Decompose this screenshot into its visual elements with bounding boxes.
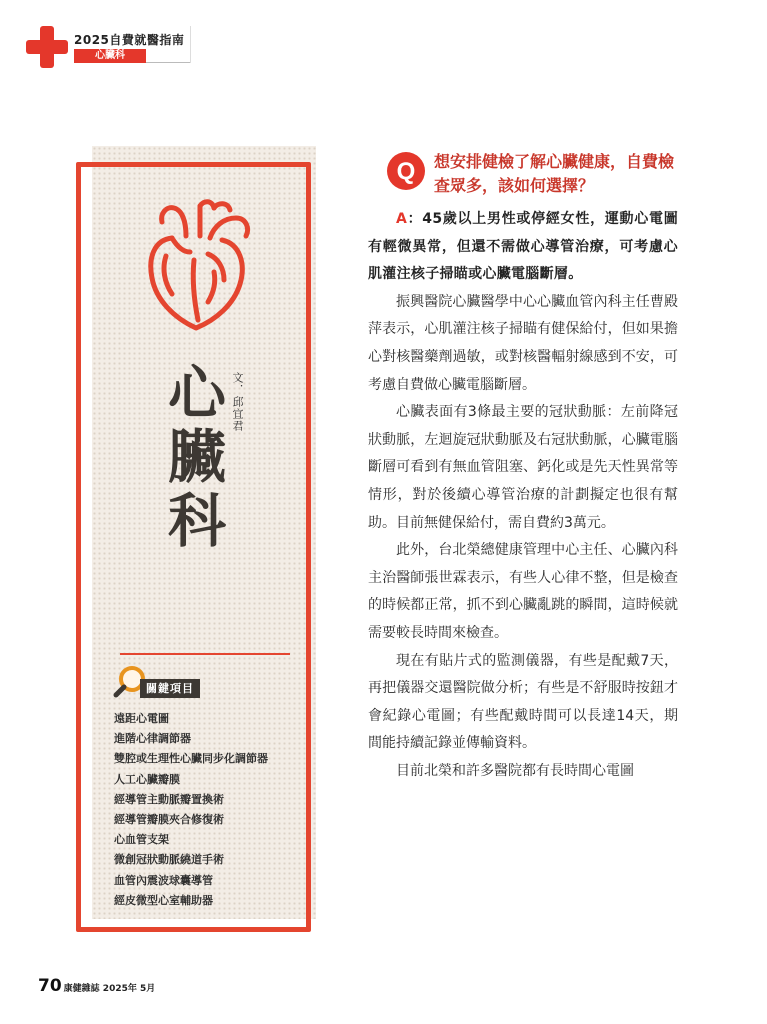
keyword-list: [114, 709, 268, 911]
page-number: 70: [38, 976, 62, 996]
article-paragraph: 目前北榮和許多醫院都有長時間心電圖: [396, 762, 634, 779]
keyword-item: 雙腔或生理性心臟同步化調節器: [114, 752, 268, 766]
keyword-item: 經導管主動脈瓣置換術: [114, 792, 224, 806]
article-paragraph: 現在有貼片式的監測儀器，有些是配戴7天，再把儀器交還醫院做分析；有些是不舒服時按鈕才會紀錄心電圖；有些配戴時間可以長達14天，期間能持續記錄並傳輸資料。: [368, 652, 678, 752]
article-paragraph: 心臟表面有3條最主要的冠狀動脈：左前降冠狀動脈，左迴旋冠狀動脈及右冠狀動脈，心臟電腦斷層可看到有無血管阻塞、鈣化或是先天性異常等情形，對於後續心導管治療的計劃擬定也很有幫助。目前無健保給付，需自費約3萬元。: [368, 404, 678, 531]
medical-cross-icon: [26, 26, 68, 68]
keyword-item: 血管內震波球囊導管: [114, 873, 213, 887]
page-footer: [38, 976, 155, 996]
byline: 文．邱宜君: [231, 372, 244, 432]
keyword-item: 遠距心電圖: [114, 712, 169, 725]
keywords-label: 關鍵項目: [140, 679, 200, 698]
question-mark-letter: Q: [396, 158, 416, 185]
keyword-item: 進階心律調節器: [114, 732, 191, 746]
article-paragraph: 此外，台北榮總健康管理中心主任、心臟內科主治醫師張世霖表示，有些人心律不整，但是檢查的時候都正常，抓不到心臟亂跳的瞬間，這時候就需要較長時間來檢查。: [368, 542, 678, 641]
answer-paragraph: [368, 206, 678, 289]
magazine-issue: 康健雜誌 2025年 5月: [63, 984, 156, 994]
page-title: 心臟科: [158, 362, 226, 554]
heart-icon: [142, 196, 254, 334]
article-paragraph: 振興醫院心臟醫學中心心臟血管內科主任曹殿萍表示，心肌灌注核子掃瞄有健保給付，但如果擔心對核醫藥劑過敏，或對核醫輻射線感到不安，可考慮自費做心臟電腦斷層。: [368, 293, 678, 393]
keyword-item: 微創冠狀動脈繞道手術: [114, 853, 224, 867]
keyword-divider: [120, 653, 290, 655]
article-body: [368, 206, 678, 785]
keyword-item: 經皮微型心室輔助器: [114, 893, 213, 907]
keyword-item: 心血管支架: [114, 833, 169, 847]
keyword-item: 經導管瓣膜夾合修復術: [114, 812, 224, 826]
keyword-item: 人工心臟瓣膜: [114, 772, 180, 786]
question-text: 想安排健檢了解心臟健康，自費檢查眾多，該如何選擇？: [434, 152, 675, 195]
header-rule: [146, 62, 190, 63]
answer-mark: A: [396, 211, 408, 227]
question-badge-icon: [386, 151, 426, 191]
answer-text: ：45歲以上男性或停經女性，運動心電圖有輕微異常，但還不需做心導管治療，可考慮心肌灌注核子掃瞄或心臟電腦斷層。: [368, 211, 678, 283]
guide-title: 2025自費就醫指南: [74, 33, 185, 47]
section-tag: 心臟科: [74, 49, 146, 63]
header-divider: [190, 26, 191, 63]
